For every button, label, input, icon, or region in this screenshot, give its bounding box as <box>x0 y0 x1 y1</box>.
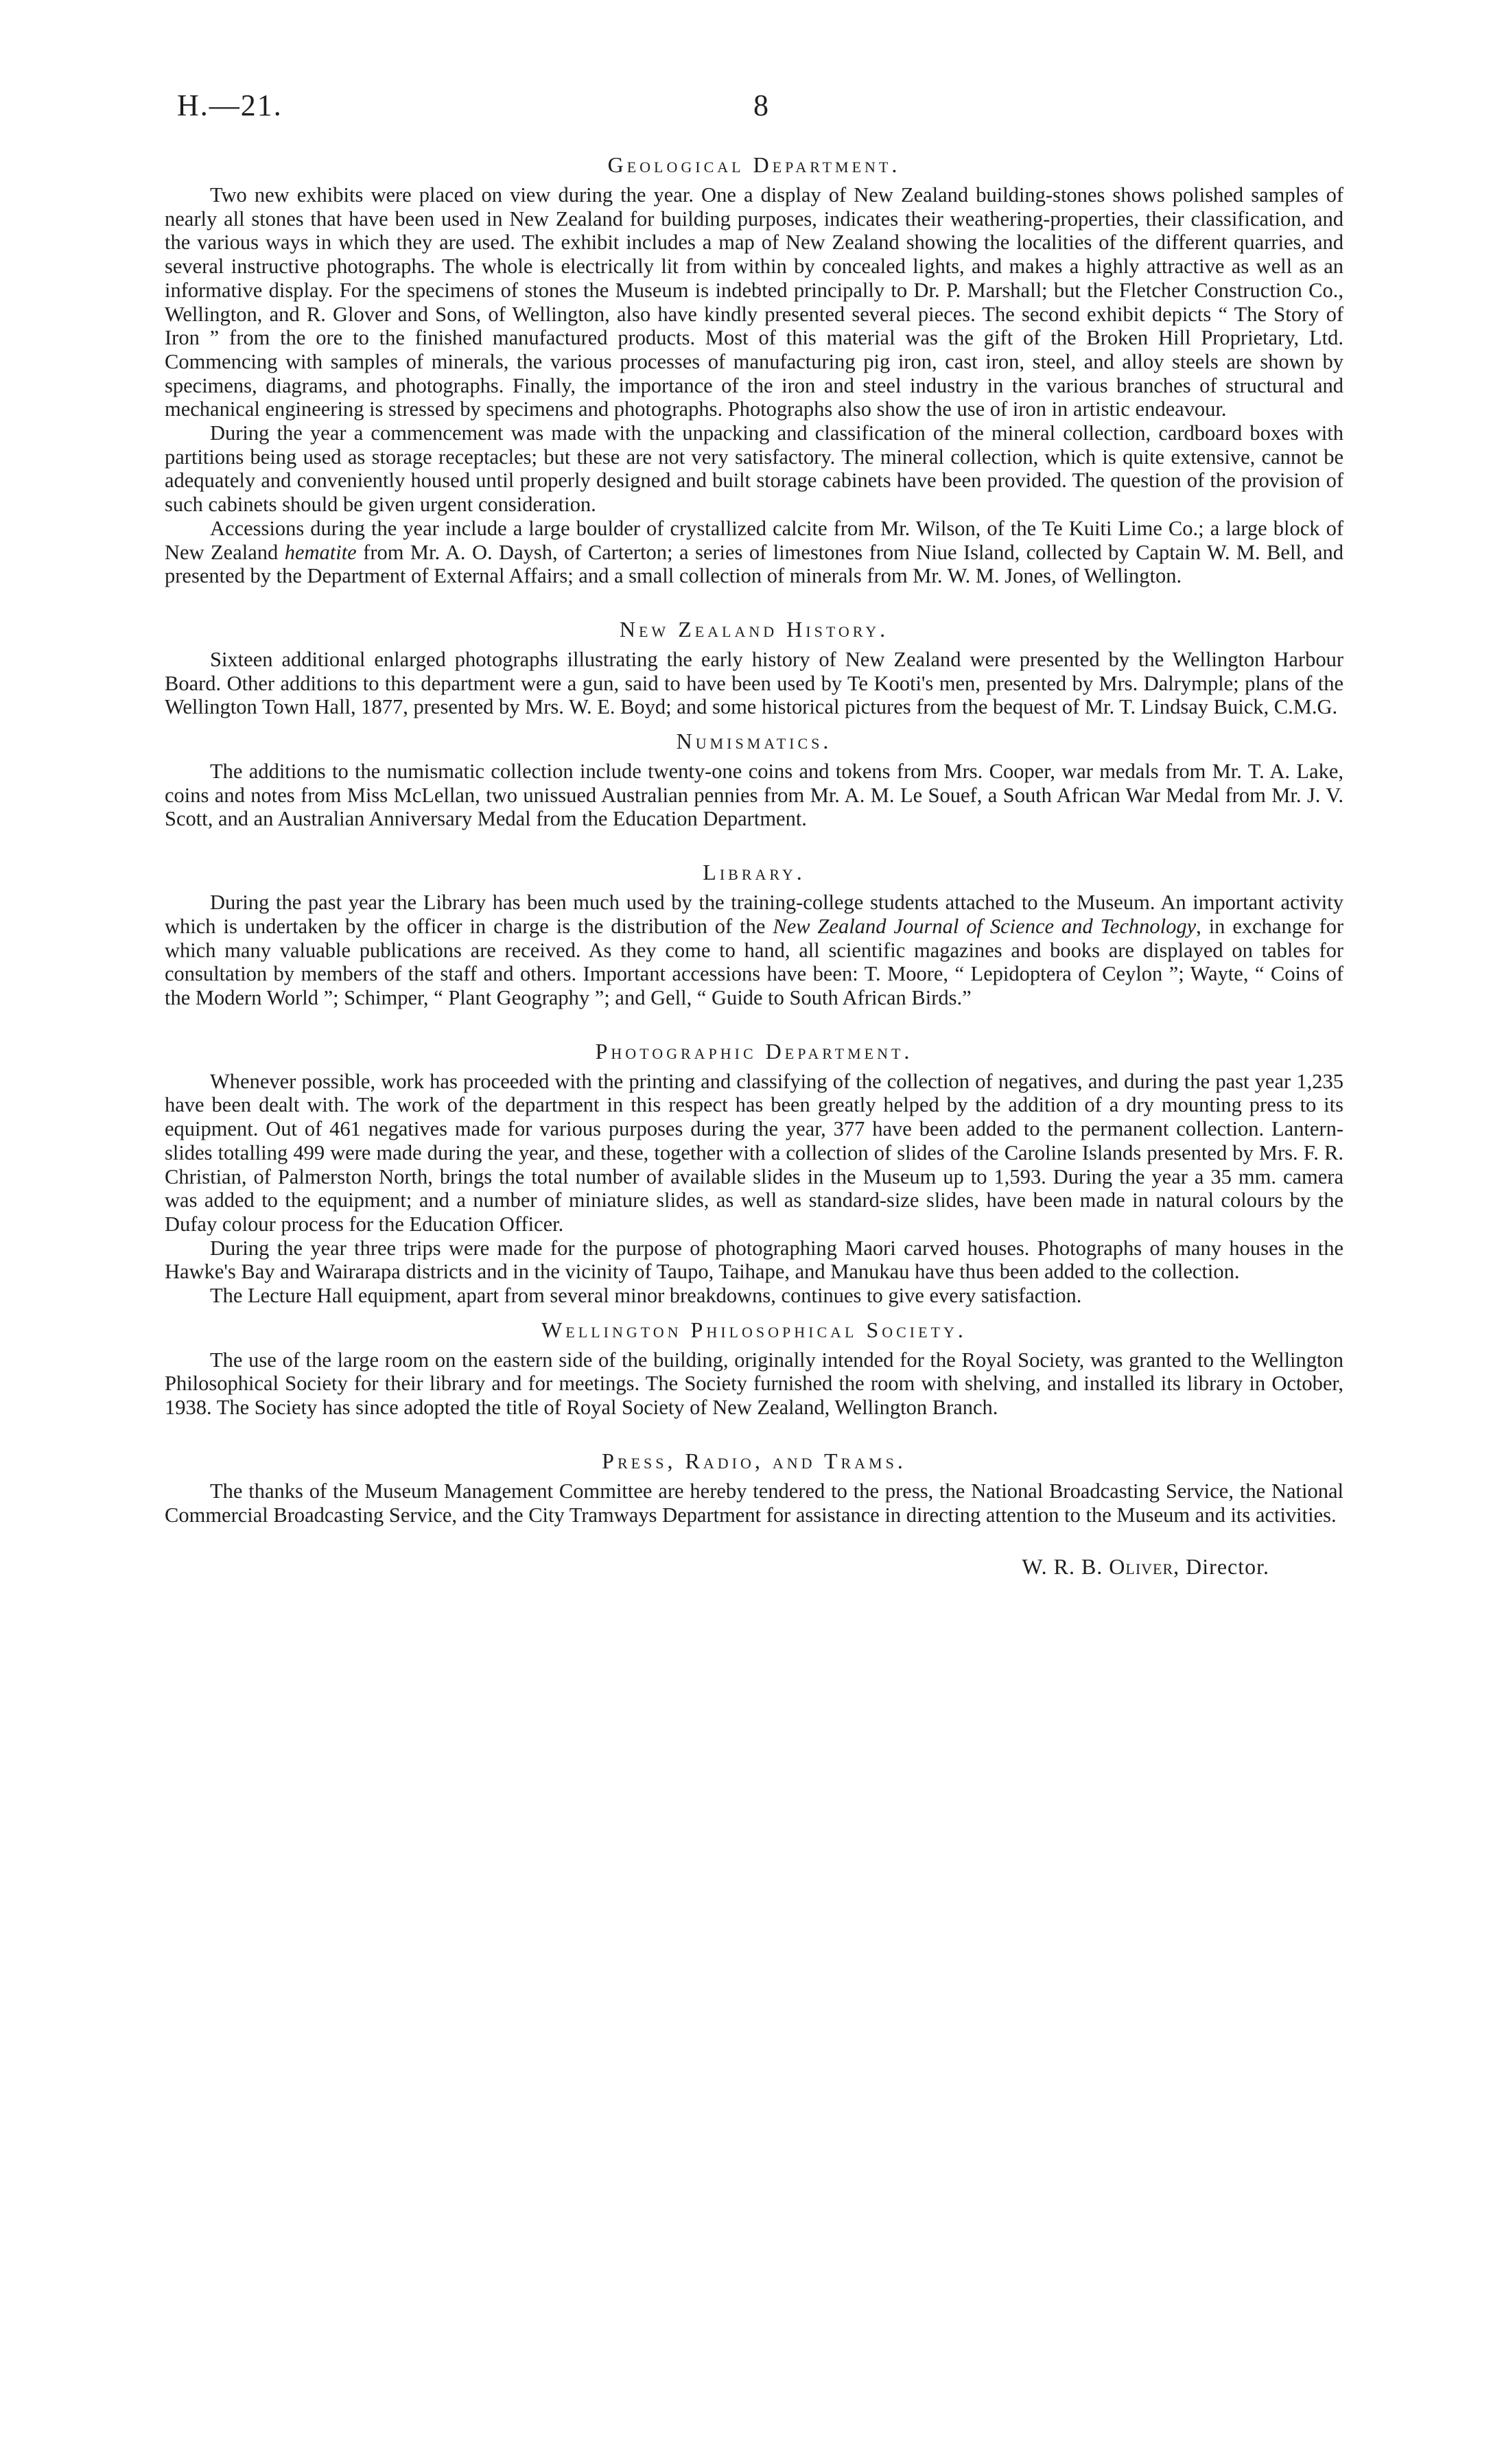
signatory-name: W. R. B. Oliver <box>1022 1554 1174 1580</box>
section-title: Wellington Philosophical Society. <box>541 1317 967 1342</box>
page-header <box>177 88 1314 129</box>
paragraph: The use of the large room on the eastern side of the building, originally intended for the Royal Society, was granted to the Wellington Philosophical Society for their library and for meetings. The Society furnished the room with shelving, and installed its library in October, 1938. The Society has since adopted the title of Royal Society of New Zealand, Wellington Branch. <box>165 1348 1343 1420</box>
section-press <box>165 1448 1343 1527</box>
journal-title: New Zealand Journal of Science and Technology <box>773 914 1197 938</box>
report-reference: H.—21. <box>177 89 283 122</box>
paragraph-text: Accessions during the year include a large boulder of crystallized calcite from Mr. Wilson, of the Te Kuiti Lime Co.; a large block of New Zealand <box>165 516 1343 564</box>
italic-term: hematite <box>284 540 357 564</box>
paragraph-text: During the past year the Library has been much used by the training-college students attached to the Museum. An important activity which is undertaken by the officer in charge is the distribution of the <box>165 891 1343 938</box>
section-numismatics <box>165 729 1343 831</box>
section-title: Press, Radio, and Trams. <box>602 1448 906 1473</box>
signatory-title: , Director. <box>1173 1554 1269 1580</box>
section-geological <box>165 152 1343 588</box>
section-philosophical-society <box>165 1317 1343 1420</box>
section-title: Numismatics. <box>676 729 832 754</box>
section-title: Library. <box>703 860 806 885</box>
paragraph: The thanks of the Museum Management Committee are hereby tendered to the press, the National Broadcasting Service, the National Commercial Broadcasting Service, and the City Tramways Department for assistance in directing attention to the Museum and its activities. <box>165 1479 1343 1527</box>
paragraph: The Lecture Hall equipment, apart from several minor breakdowns, continues to give every satisfaction. <box>210 1284 1082 1308</box>
page-number: 8 <box>753 89 768 122</box>
paragraph: Whenever possible, work has proceeded with the printing and classifying of the collection of negatives, and during the past year 1,235 have been dealt with. The work of the department in this respect has been greatly helped by the addition of a dry mounting press to its equipment. Out of 461 negatives made for various purposes during the year, 377 have been added to the permanent collection. Lantern-slides totalling 499 were made during the year, and these, together with a collection of slides of the Caroline Islands presented by Mrs. F. R. Christian, of Palmerston North, brings the total number of available slides in the Museum up to 1,593. During the year a 35 mm. camera was added to the equipment; and a number of miniature slides, as well as standard-size slides, have been made in natural colours by the Dufay colour process for the Education Officer. <box>165 1069 1343 1236</box>
page-body <box>165 152 1343 1580</box>
paragraph: The additions to the numismatic collection include twenty-one coins and tokens from Mrs. Cooper, war medals from Mr. T. A. Lake, coins and notes from Miss McLellan, two unissued Australian pennies from Mr. A. M. Le Souef, a South African War Medal from Mr. J. V. Scott, and an Australian Anniversary Medal from the Education Department. <box>165 760 1343 831</box>
section-photographic <box>165 1039 1343 1308</box>
section-title: Geological Department. <box>607 152 901 177</box>
paragraph: During the year a commencement was made with the unpacking and classification of the mineral collection, cardboard boxes with partitions being used as storage receptacles; but these are not very satisfactory. The mineral collection, which is quite extensive, cannot be adequately and conveniently housed until properly designed and built storage cabinets have been provided. The question of the provision of such cabinets should be given urgent consideration. <box>165 421 1343 517</box>
section-library <box>165 860 1343 1010</box>
paragraph: During the year three trips were made for the purpose of photographing Maori carved houses. Photographs of many houses in the Hawke's Bay and Wairarapa districts and in the vicinity of Taupo, Taihape, and Manukau have thus been added to the collection. <box>165 1236 1343 1284</box>
section-title: Photographic Department. <box>595 1038 913 1064</box>
paragraph: Sixteen additional enlarged photographs illustrating the early history of New Zealand were presented by the Wellington Harbour Board. Other additions to this department were a gun, said to have been used by Te Kooti's men, presented by Mrs. Dalrymple; plans of the Wellington Town Hall, 1877, presented by Mrs. W. E. Boyd; and some historical pictures from the bequest of Mr. T. Lindsay Buick, C.M.G. <box>165 647 1343 719</box>
signature <box>165 1554 1343 1580</box>
paragraph: Two new exhibits were placed on view during the year. One a display of New Zealand building-stones shows polished samples of nearly all stones that have been used in New Zealand for building purposes, indicates their weathering-properties, their classification, and the various ways in which they are used. The exhibit includes a map of New Zealand showing the localities of the different quarries, and several instructive photographs. The whole is electrically lit from within by concealed lights, and makes a highly attractive as well as an informative display. For the specimens of stones the Museum is indebted principally to Dr. P. Marshall; but the Fletcher Construction Co., Wellington, and R. Glover and Sons, of Wellington, also have kindly presented several pieces. The second exhibit depicts “ The Story of Iron ” from the ore to the finished manufactured products. Most of this material was the gift of the Broken Hill Proprietary, Ltd. Commencing with samples of minerals, the various processes of manufacturing pig iron, cast iron, steel, and alloy steels are shown by specimens, diagrams, and photographs. Finally, the importance of the iron and steel industry in the various branches of structural and mechanical engineering is stressed by specimens and photographs. Photographs also show the use of iron in artistic endeavour. <box>165 183 1343 421</box>
paragraph <box>165 517 1343 588</box>
paragraph-text: , in exchange for which many valuable publications are received. As they come to hand, all scientific magazines and books are displayed on tables for consultation by members of the staff and others. Important accessions have been: T. Moore, “ Lepidoptera of Ceylon ”; Wayte, “ Coins of the Modern World ”; Schimper, “ Plant Geography ”; and Gell, “ Guide to South African Birds.” <box>165 914 1344 1009</box>
paragraph-text: from Mr. A. O. Daysh, of Carterton; a series of limestones from Niue Island, collected by Captain W. M. Bell, and presented by the Department of External Affairs; and a small collection of minerals from Mr. W. M. Jones, of Wellington. <box>165 540 1343 588</box>
paragraph <box>165 891 1343 1010</box>
section-title: New Zealand History. <box>619 616 889 642</box>
section-nz-history <box>165 617 1343 719</box>
